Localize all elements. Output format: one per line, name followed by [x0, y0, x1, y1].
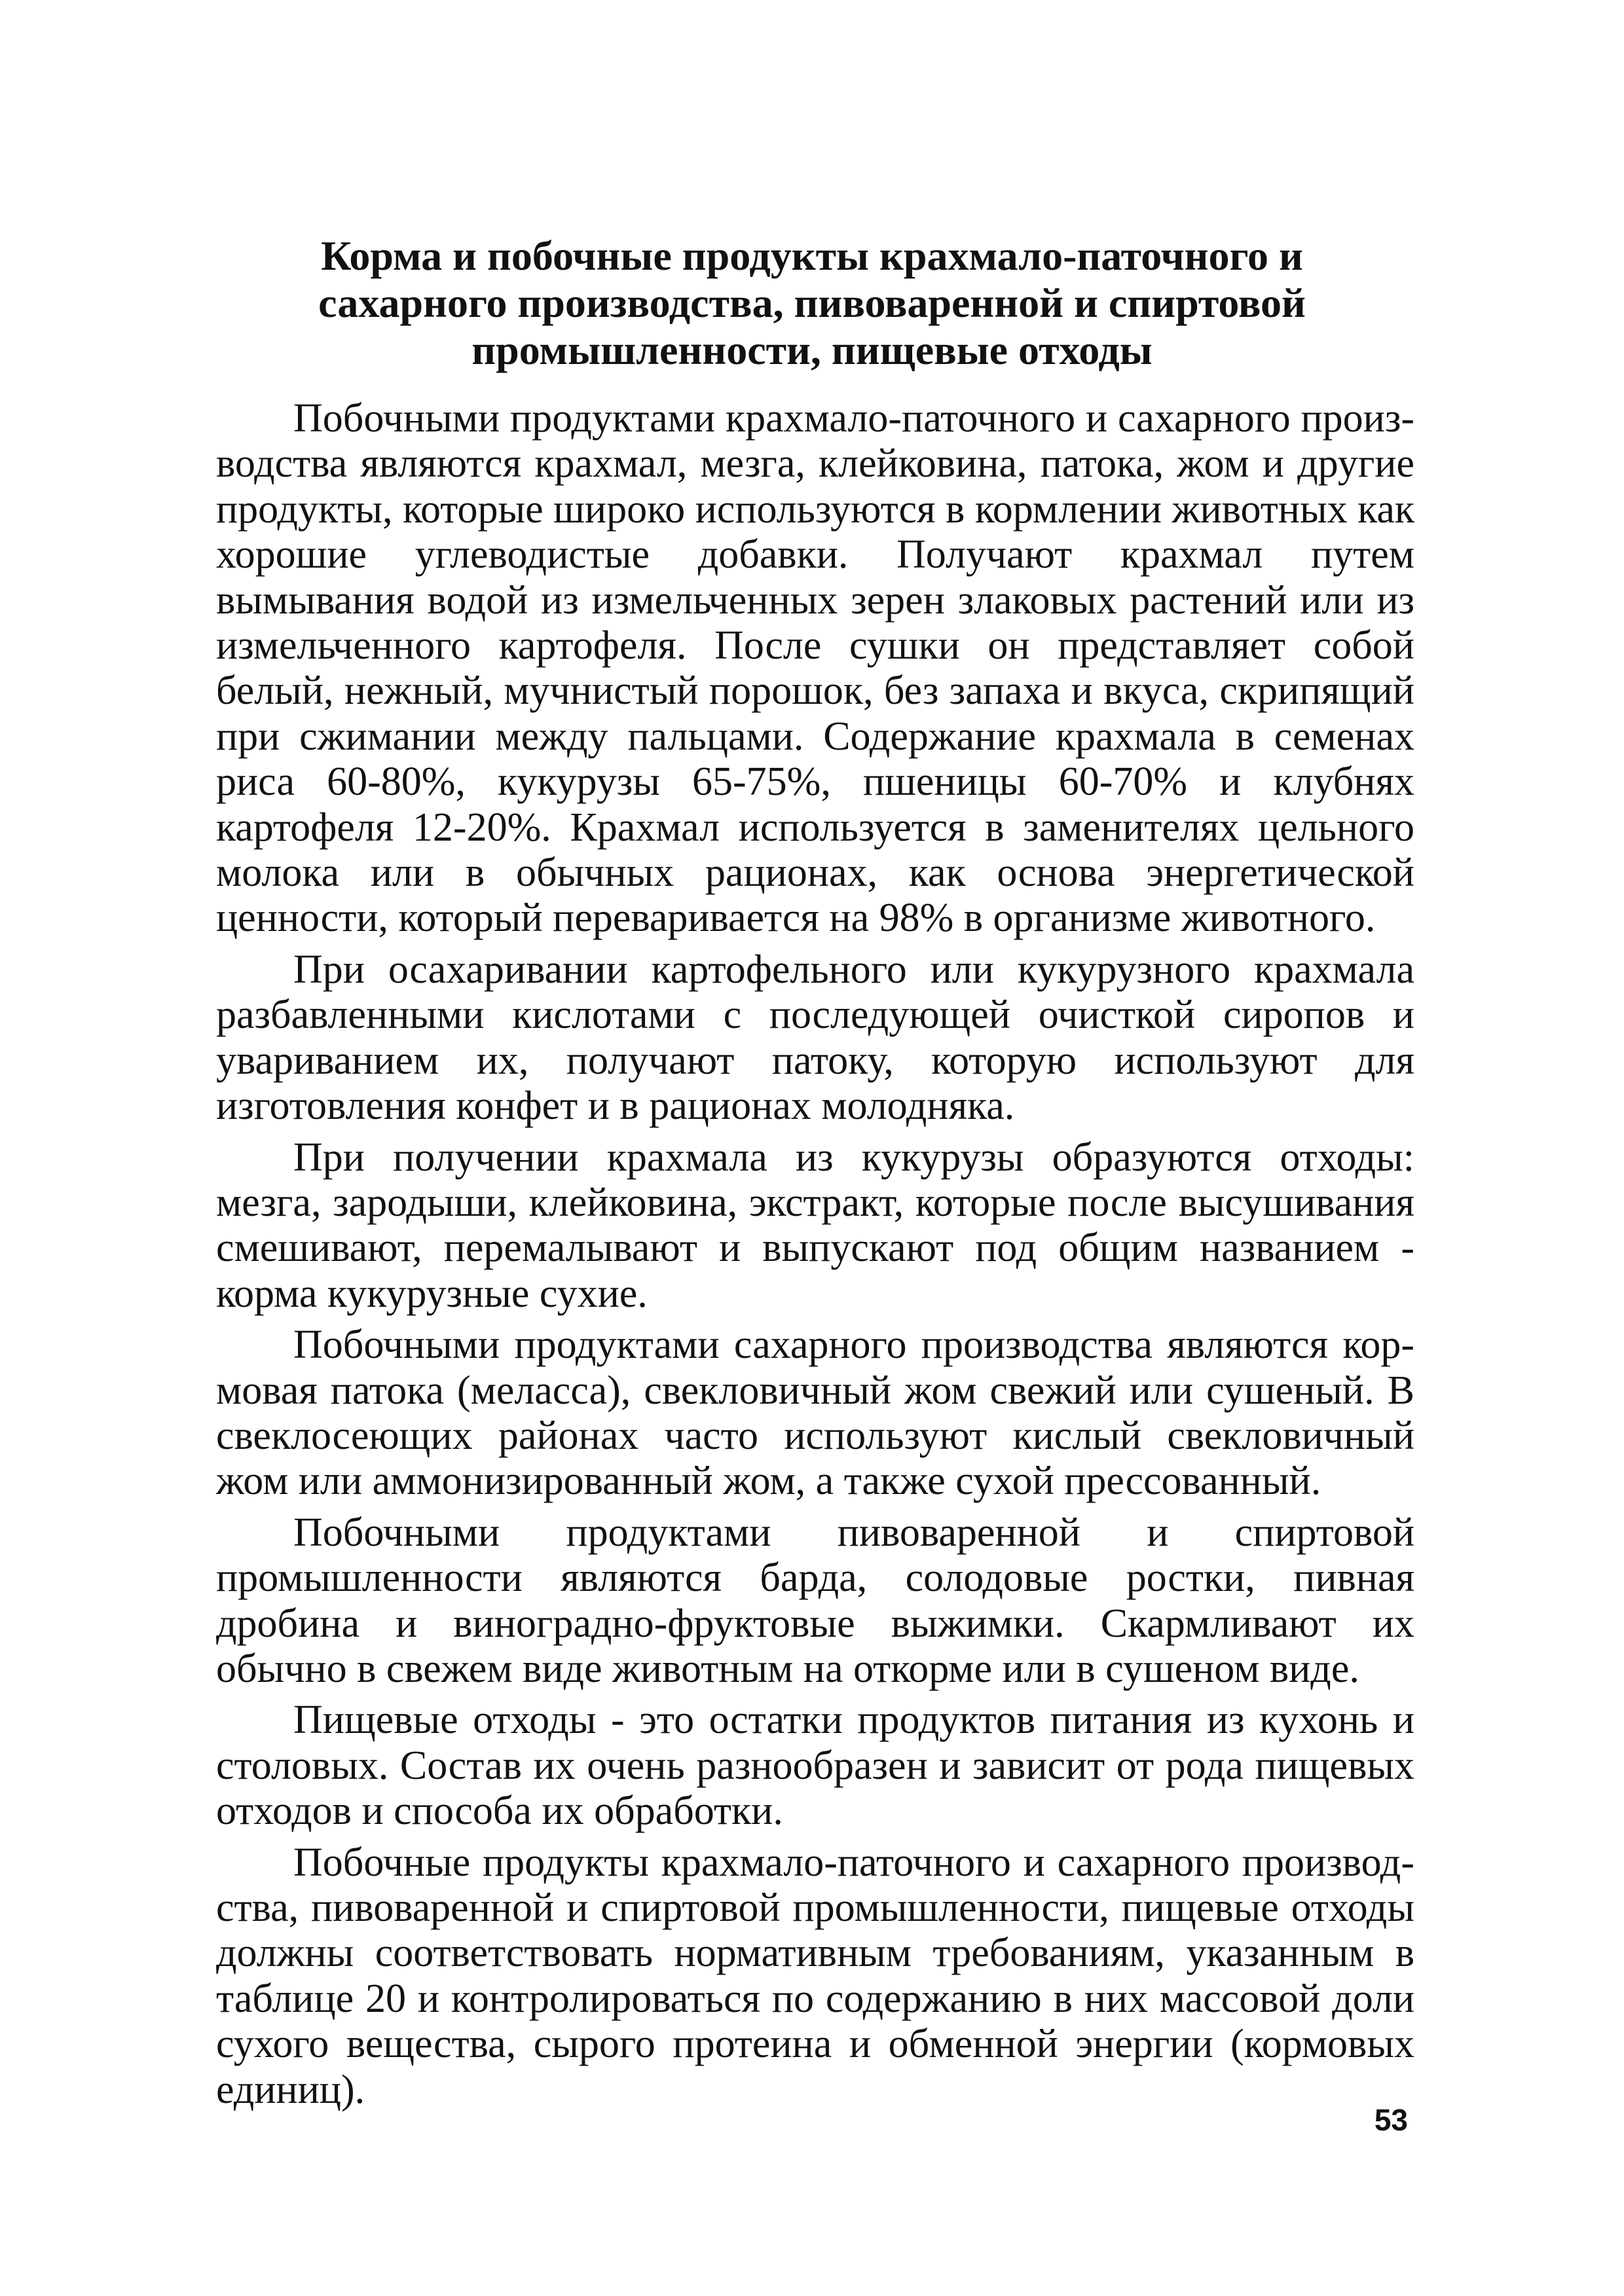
- page-number: 53: [1374, 2103, 1408, 2137]
- main-title: [196, 232, 1428, 374]
- body-text: [216, 396, 1414, 2119]
- paragraph-6: Пищевые отходы - это остатки продуктов питания из кухонь и столовых. Состав их очень разнообразен и зависит от рода пищевых отходов и способа их обработки.: [216, 1698, 1414, 1834]
- paragraph-7: Побочные продукты крахмало-паточного и сахарного производства, пивоваренной и спиртовой промышленности, пищевые отходы должны соответствовать нормативным требованиям, указанным в таблице 20 и контролироваться по содержанию в них массовой доли сухого вещества, сырого протеина и обменной энергии (кормовых единиц).: [216, 1840, 1414, 2112]
- paragraph-2: При осахаривании картофельного или кукурузного крахмала разбавленными кислотами с последующей очисткой сиропов и увариванием их, получают патоку, которую используют для изготовления конфет и в рационах молодняка.: [216, 947, 1414, 1129]
- paragraph-1: Побочными продуктами крахмало-паточного и сахарного производства являются крахмал, мезга, клейковина, патока, жом и другие продукты, которые широко используются в кормлении животных как хорошие углеводистые добавки. Получают крахмал путем вымывания водой из измельченных зерен злаковых растений или из измельченного картофеля. После сушки он представляет собой белый, нежный, мучнистый порошок, без запаха и вкуса, скрипящий при сжимании между пальцами. Содержание крахмала в семенах риса 60-80%, кукурузы 65-75%, пшеницы 60-70% и клубнях картофеля 12-20%. Крахмал используется в заменителях цельного молока или в обычных рационах, как основа энергетической ценности, который переваривается на 98% в организме животного.: [216, 396, 1414, 941]
- paragraph-5: Побочными продуктами пивоваренной и спиртовой промышленности являются барда, солодовые ростки, пивная дробина и виноградно-фруктовые выжимки. Скармливают их обычно в свежем виде животным на откорме или в сушеном виде.: [216, 1510, 1414, 1691]
- title-line-2: сахарного производства, пивоваренной и спиртовой: [318, 280, 1306, 326]
- title-line-1: Корма и побочные продукты крахмало-паточного и: [321, 232, 1303, 279]
- paragraph-4: Побочными продуктами сахарного производства являются кормовая патока (меласса), свекловичный жом свежий или сушеный. В свеклосеющих районах часто используют кислый свекловичный жом или аммонизированный жом, а также сухой прессованный.: [216, 1322, 1414, 1504]
- paragraph-3: При получении крахмала из кукурузы образуются отходы: мезга, зародыши, клейковина, экстракт, которые после высушивания смешивают, перемалывают и выпускают под общим названием - корма кукурузные сухие.: [216, 1135, 1414, 1316]
- title-line-3: промышленности, пищевые отходы: [471, 327, 1153, 373]
